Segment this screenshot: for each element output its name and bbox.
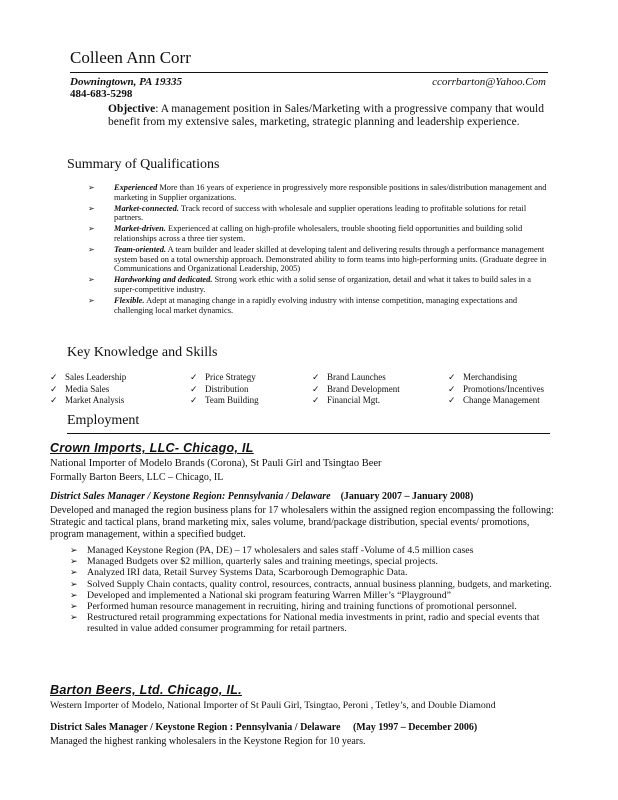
arrow-bullet-icon: ➢ [70, 601, 78, 612]
job1-bullet: ➢ Analyzed IRI data, Retail Survey Systems Data, Scarborough Demographic Data. [70, 567, 408, 579]
job1-company: Crown Imports, LLC- Chicago, IL [50, 441, 254, 455]
employment-rule [67, 433, 550, 434]
job2-company: Barton Beers, Ltd. Chicago, IL. [50, 683, 242, 697]
job1-role: District Sales Manager / Keystone Region: Pennsylvania / Delaware [50, 491, 331, 502]
employment-heading: Employment [67, 413, 140, 428]
checkmark-icon: ✓ [50, 395, 58, 405]
job2-dates: (May 1997 – December 2006) [352, 722, 478, 733]
skills-column [190, 372, 259, 407]
summary-item: ➢ Market-connected. Track record of success with wholesale and supplier operations leading to profitable solutions for retail partners. [88, 203, 527, 223]
job2-description: Western Importer of Modelo, National Importer of St Pauli Girl, Tsingtao, Peroni , Tetley’s, and Double Diamond [50, 700, 496, 711]
job2-summary: Managed the highest ranking wholesalers in the Keystone Region for 10 years. [50, 736, 366, 747]
checkmark-icon: ✓ [190, 372, 198, 382]
skill-item: ✓ Brand Development [312, 383, 400, 394]
job1-bullet: ➢ Managed Budgets over $2 million, quarterly sales and training meetings, special projects. [70, 556, 438, 568]
arrow-bullet-icon: ➢ [88, 244, 95, 254]
arrow-bullet-icon: ➢ [88, 203, 95, 213]
checkmark-icon: ✓ [312, 395, 320, 405]
arrow-bullet-icon: ➢ [70, 545, 78, 555]
skill-item: ✓ Market Analysis [50, 395, 125, 405]
arrow-bullet-icon: ➢ [88, 275, 95, 285]
arrow-bullet-icon: ➢ [70, 578, 78, 589]
checkmark-icon: ✓ [448, 383, 456, 394]
job1-bullet: ➢ Developed and implemented a National ski program featuring Warren Miller’s “Playground” [70, 589, 451, 601]
checkmark-icon: ✓ [448, 372, 456, 382]
summary-item: ➢ Hardworking and dedicated. Strong work ethic with a solid sense of organization, detail and what it takes to build sales in a super-competitive industry. [88, 275, 531, 294]
arrow-bullet-icon: ➢ [88, 183, 95, 192]
checkmark-icon: ✓ [190, 395, 198, 405]
skills-column [50, 372, 126, 407]
candidate-phone: 484-683-5298 [70, 88, 133, 100]
objective-label: Objective [108, 103, 156, 115]
objective-text: : A management position in Sales/Marketing with a progressive company that would benefit from my extensive sales, marketing, strategic planning and leadership experience. [108, 103, 544, 128]
checkmark-icon: ✓ [312, 372, 320, 382]
checkmark-icon: ✓ [50, 383, 58, 394]
skills-heading: Key Knowledge and Skills [67, 345, 218, 360]
job1-bullet: ➢ Performed human resource management in recruiting, hiring and training functions of promotional personnel. [70, 601, 517, 613]
skill-item: ✓ Brand Launches [312, 372, 386, 382]
skill-item: ✓ Financial Mgt. [312, 395, 380, 405]
checkmark-icon: ✓ [312, 383, 320, 394]
job1-role-line [50, 491, 473, 502]
arrow-bullet-icon: ➢ [70, 589, 78, 600]
checkmark-icon: ✓ [50, 372, 58, 382]
summary-item: ➢ Experienced More than 16 years of experience in progressively more responsible positions in sales/distribution management and marketing in Supplier organizations. [88, 183, 547, 202]
checkmark-icon: ✓ [190, 383, 198, 394]
skills-column [448, 372, 544, 407]
skill-item: ✓ Media Sales [50, 383, 110, 394]
header-rule [70, 72, 548, 73]
arrow-bullet-icon: ➢ [88, 224, 95, 234]
skill-item: ✓ Team Building [190, 395, 259, 405]
skill-item: ✓ Merchandising [448, 372, 517, 382]
candidate-location: Downingtown, PA 19335 [70, 76, 182, 88]
job1-formerly: Formally Barton Beers, LLC – Chicago, IL [50, 472, 224, 483]
job1-bullet: ➢ Managed Keystone Region (PA, DE) – 17 wholesalers and sales staff -Volume of 4.5 million cases [70, 545, 474, 556]
job2-role-line [50, 722, 477, 733]
job1-bullet: ➢ Restructured retail programming expectations for National media investments in print, radio and special events that resulted in value added consumer programming for retail partners. [70, 612, 540, 635]
candidate-name: Colleen Ann Corr [70, 48, 191, 67]
skills-column [312, 372, 400, 407]
summary-item: ➢ Team-oriented. A team builder and leader skilled at developing talent and delivering results through a performance management system based on a total ownership approach. Demonstrated ability to form teams into high-performing units. (Graduate degree in Communications and Organizational Leadership, 2005) [88, 244, 547, 274]
arrow-bullet-icon: ➢ [70, 612, 78, 623]
summary-item: ➢ Market-driven. Experienced at calling on high-profile wholesalers, trouble shooting field opportunities and building solid relationships across a three tier system. [88, 224, 523, 243]
checkmark-icon: ✓ [448, 395, 456, 405]
skill-item: ✓ Promotions/Incentives [448, 383, 544, 394]
candidate-email: ccorrbarton@Yahoo.Com [432, 76, 546, 88]
summary-list [88, 183, 550, 316]
job1-dates: (January 2007 – January 2008) [340, 491, 474, 502]
arrow-bullet-icon: ➢ [70, 556, 78, 567]
skill-item: ✓ Sales Leadership [50, 372, 127, 382]
skill-item: ✓ Distribution [190, 383, 249, 394]
summary-item: ➢ Flexible. Adept at managing change in a rapidly evolving industry with intense competition, managing expectations and challenging local market dynamics. [88, 295, 518, 315]
skill-item: ✓ Price Strategy [190, 372, 256, 382]
skill-item: ✓ Change Management [448, 395, 540, 405]
arrow-bullet-icon: ➢ [88, 295, 95, 305]
job1-summary: Developed and managed the region business plans for 17 wholesalers within the assigned region encompassing the following: Strategic and tactical plans, brand marketing mix, sales volume, brand/package distribution, special events/ promotions, program management, within a specified budget. [50, 505, 554, 540]
job1-description: National Importer of Modelo Brands (Corona), St Pauli Girl and Tsingtao Beer [50, 458, 382, 469]
summary-heading: Summary of Qualifications [67, 157, 220, 172]
arrow-bullet-icon: ➢ [70, 567, 78, 578]
job1-bullets [70, 545, 560, 635]
job1-bullet: ➢ Solved Supply Chain contacts, quality control, resources, contracts, annual business planning, budgets, and marketing. [70, 578, 552, 590]
job2-role: District Sales Manager / Keystone Region : Pennsylvania / Delaware [50, 722, 341, 733]
objective [108, 103, 548, 128]
